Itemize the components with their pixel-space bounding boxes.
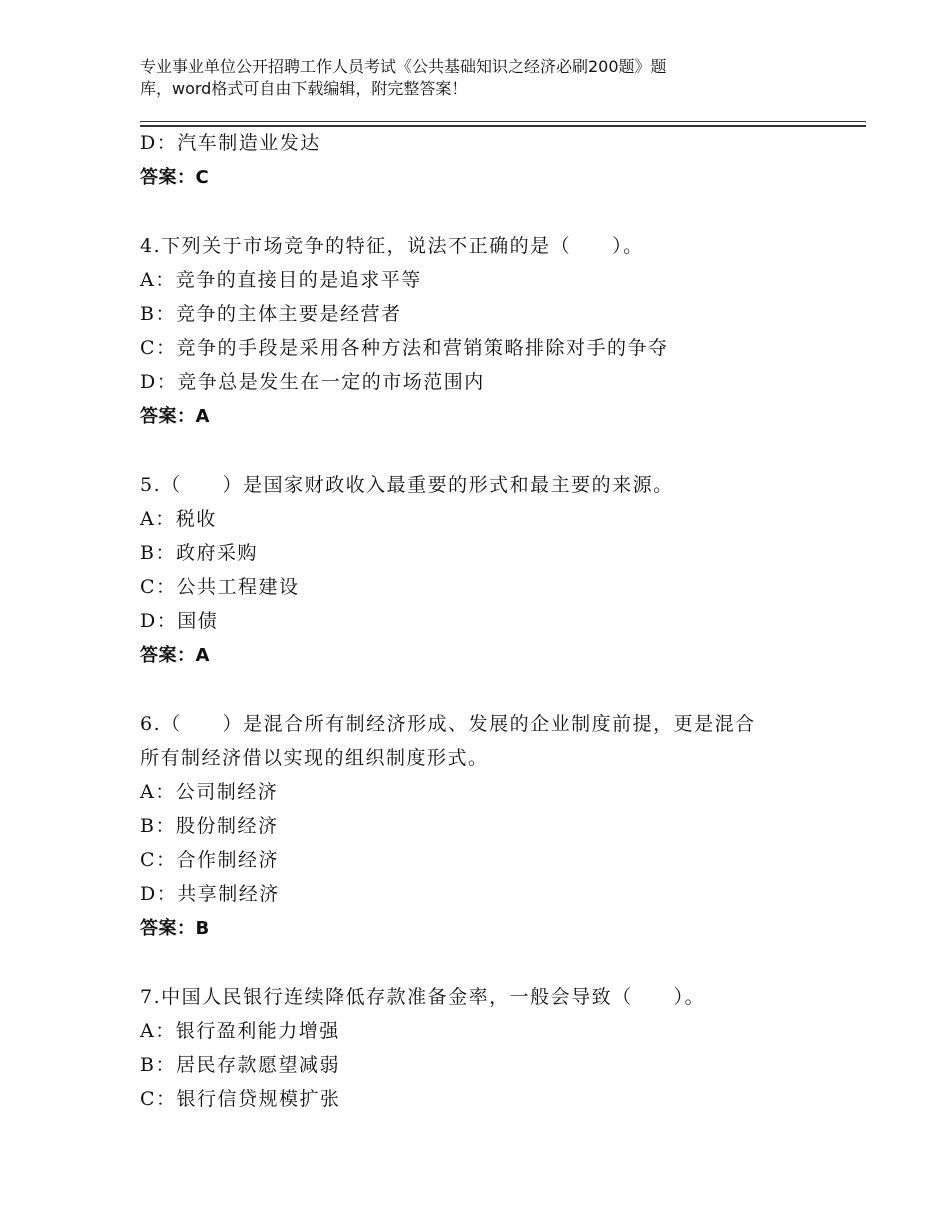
q5-option-b: B：政府采购 (140, 542, 258, 564)
q7-option-c: C：银行信贷规模扩张 (140, 1088, 341, 1110)
q6-stem-line-2: 所有制经济借以实现的组织制度形式。 (140, 747, 489, 769)
q5-option-a: A：税收 (140, 508, 217, 530)
header-line-1: 专业事业单位公开招聘工作人员考试《公共基础知识之经济必刷200题》题 (140, 57, 667, 76)
q6-answer: 答案：B (140, 918, 210, 939)
document-header (140, 56, 800, 100)
q6-option-d: D：共享制经济 (140, 883, 280, 905)
q7-option-b: B：居民存款愿望减弱 (140, 1054, 340, 1076)
q5-option-d: D：国债 (140, 610, 219, 632)
q4-option-a: A：竞争的直接目的是追求平等 (140, 269, 422, 291)
q6-option-b: B：股份制经济 (140, 815, 279, 837)
q4-option-b: B：竞争的主体主要是经营者 (140, 303, 402, 325)
q5-stem: 5.（ ）是国家财政收入最重要的形式和最主要的来源。 (140, 474, 674, 496)
q4-answer: 答案：A (140, 406, 210, 427)
q3-answer: 答案：C (140, 167, 210, 188)
q6-stem-line-1: 6.（ ）是混合所有制经济形成、发展的企业制度前提，更是混合 (140, 713, 756, 735)
q6-option-a: A：公司制经济 (140, 781, 279, 803)
q4-option-d: D：竞争总是发生在一定的市场范围内 (140, 371, 485, 393)
q4-option-c: C：竞争的手段是采用各种方法和营销策略排除对手的争夺 (140, 337, 669, 359)
q5-answer: 答案：A (140, 645, 210, 666)
header-line-2: 库，word格式可自由下载编辑，附完整答案！ (140, 79, 468, 98)
q7-option-a: A：银行盈利能力增强 (140, 1020, 340, 1042)
q3-option-d: D：汽车制造业发达 (140, 132, 321, 154)
q7-stem: 7.中国人民银行连续降低存款准备金率，一般会导致（ ）。 (140, 986, 706, 1008)
q4-stem: 4.下列关于市场竞争的特征，说法不正确的是（ ）。 (140, 235, 644, 257)
header-divider-thin (140, 121, 866, 122)
q6-option-c: C：合作制经济 (140, 849, 280, 871)
header-divider-thick (140, 125, 866, 127)
q5-option-c: C：公共工程建设 (140, 576, 300, 598)
